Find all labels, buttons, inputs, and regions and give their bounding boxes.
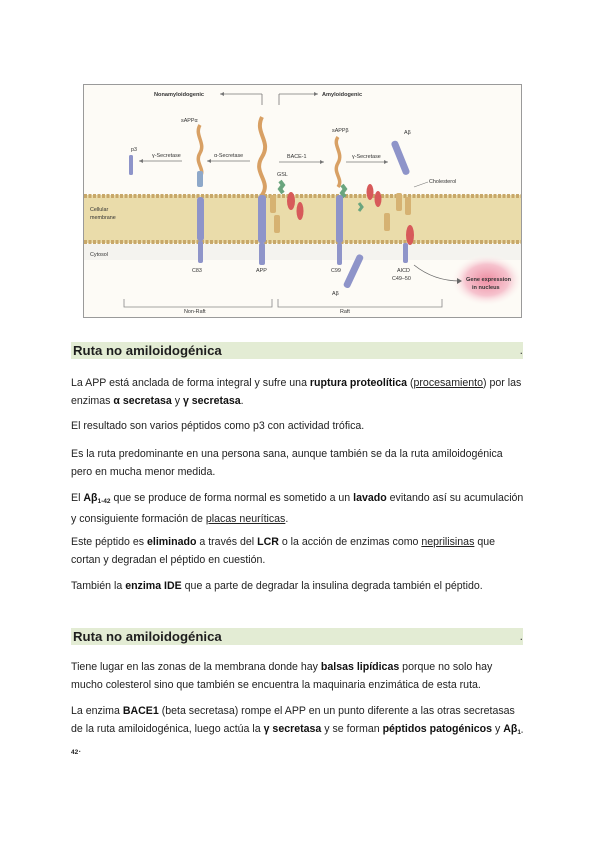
sappb-fragment bbox=[336, 137, 339, 187]
label-in-nucleus: in nucleus bbox=[472, 285, 500, 291]
label-gsl: GSL bbox=[277, 172, 288, 178]
app-processing-figure bbox=[83, 84, 522, 318]
gsl-molecule-2 bbox=[342, 185, 345, 197]
label-gamma-secretase-left: γ-Secretase bbox=[152, 153, 181, 159]
label-c49-50: C49–50 bbox=[392, 276, 411, 282]
section1-heading bbox=[71, 342, 523, 359]
section2-dot: . bbox=[519, 629, 523, 643]
label-sappa: sAPPα bbox=[181, 118, 198, 124]
section1-paragraph-5: Este péptido es eliminado a través del LCR o la acción de enzimas como neprilisinas que cortan y degradan el péptido en cuestión. bbox=[71, 536, 495, 566]
c99-transmembrane bbox=[336, 195, 343, 243]
section2-paragraph-2: La enzima BACE1 (beta secretasa) rompe el APP en un punto diferente a las otras secretasas de la ruta amiloidogénica, luego actúa la γ secretasa y se forman péptidos patogénicos y $A\beta_{1-42}$. bbox=[71, 705, 524, 756]
label-abeta-top: Aβ bbox=[404, 130, 411, 136]
section2-paragraph-1: Tiene lugar en las zonas de la membrana donde hay balsas lipídicas porque no solo hay mucho colesterol sino que también se encuentra la maquinaria enzimática de esta ruta. bbox=[71, 661, 493, 691]
abeta-peptide-top bbox=[390, 140, 410, 176]
c83-tail bbox=[198, 241, 203, 263]
section1-title: Ruta no amiloidogénica bbox=[73, 343, 222, 358]
label-gamma-secretase-right: γ-Secretase bbox=[352, 154, 381, 160]
bace1-enzyme-2 bbox=[367, 184, 374, 200]
sappa-fragment bbox=[198, 125, 201, 177]
label-cellular: Cellular bbox=[90, 207, 109, 213]
gamma-secretase-enzyme bbox=[406, 225, 414, 245]
label-nonamyloidogenic: Nonamyloidogenic bbox=[154, 92, 205, 98]
section1-paragraph-2: El resultado son varios péptidos como p3 con actividad trófica. bbox=[71, 420, 365, 432]
label-p3: p3 bbox=[131, 147, 137, 153]
label-abeta-bottom: Aβ bbox=[332, 291, 339, 297]
label-sappb: sAPPβ bbox=[332, 128, 349, 134]
c83-transmembrane bbox=[197, 197, 204, 241]
app-processing-diagram bbox=[84, 85, 521, 317]
app-extracellular bbox=[259, 117, 265, 195]
app-tail bbox=[259, 243, 265, 265]
membrane-band bbox=[84, 195, 521, 243]
aicd-fragment bbox=[403, 243, 408, 263]
label-app: APP bbox=[256, 268, 267, 274]
section1-paragraph-4: El $A\beta_{1-42}$ que se produce de forma normal es sometido a un lavado evitando así su acumulación y consiguiente formación de placas neuríticas. bbox=[71, 492, 524, 525]
c83-cleaved-top bbox=[197, 171, 203, 187]
label-c83: C83 bbox=[192, 268, 202, 274]
label-bace1: BACE-1 bbox=[287, 154, 307, 160]
section2-title: Ruta no amiloidogénica bbox=[73, 629, 222, 644]
nonraft-bracket bbox=[124, 299, 272, 307]
section1-paragraph-3: Es la ruta predominante en una persona sana, aunque también se da la ruta amiloidogénica pero en mucha menor medida. bbox=[71, 448, 503, 478]
section2-heading bbox=[71, 628, 523, 645]
raft-bracket bbox=[278, 299, 442, 307]
label-nonraft: Non-Raft bbox=[184, 309, 206, 315]
label-alpha-secretase: α-Secretase bbox=[214, 153, 244, 159]
gsl-molecule bbox=[280, 181, 283, 193]
c99-tail bbox=[337, 243, 342, 265]
label-c99: C99 bbox=[331, 268, 341, 274]
bace1-enzyme bbox=[287, 192, 295, 210]
p3-fragment bbox=[129, 155, 133, 175]
label-raft: Raft bbox=[340, 309, 350, 315]
label-membrane: membrane bbox=[90, 215, 116, 221]
label-cytosol: Cytosol bbox=[90, 252, 108, 258]
label-gene-expression: Gene expression bbox=[466, 277, 512, 283]
section1-paragraph-1: La APP está anclada de forma integral y sufre una ruptura proteolítica (procesamiento) por las enzimas α secretasa y γ secretasa. bbox=[71, 377, 522, 407]
label-amyloidogenic: Amyloidogenic bbox=[322, 92, 363, 98]
section1-dot: . bbox=[519, 343, 523, 357]
section1-paragraph-6: También la enzima IDE que a parte de degradar la insulina degrada también el péptido. bbox=[71, 580, 483, 592]
label-cholesterol: Cholesterol bbox=[429, 179, 457, 185]
cytosol-band bbox=[84, 244, 521, 260]
label-aicd: AICD bbox=[397, 268, 410, 274]
app-transmembrane bbox=[258, 195, 266, 243]
